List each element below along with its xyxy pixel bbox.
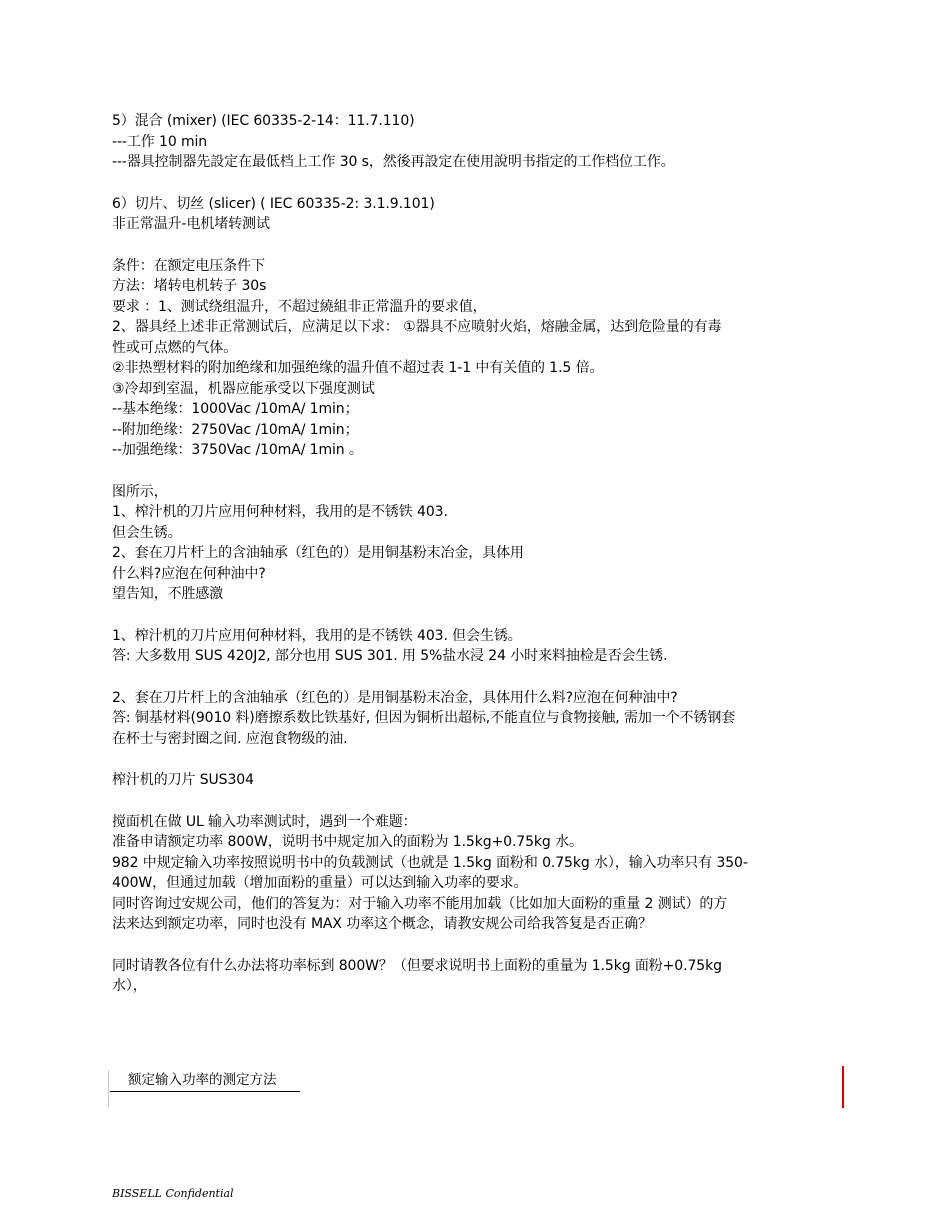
- confidential-footer: BISSELL Confidential: [112, 1187, 234, 1200]
- text-line: ---器具控制器先設定在最低档上工作 30 s，然後再設定在使用說明书指定的工作档位工作。: [112, 154, 675, 170]
- text-line: 搅面机在做 UL 输入功率测试时，遇到一个难题：: [112, 813, 417, 830]
- embedded-section-header: [108, 1066, 844, 1108]
- blank-line: [112, 461, 842, 482]
- blank-line: [112, 173, 842, 194]
- text-line: 答: 大多数用 SUS 420J2, 部分也用 SUS 301. 用 5%盐水浸 24 小时来料抽检是否会生锈.: [112, 648, 668, 664]
- text-line: ③冷却到室温，机器应能承受以下强度测试: [112, 380, 375, 397]
- blank-line: [112, 667, 842, 688]
- blank-line: [112, 749, 842, 770]
- text-line: 非正常温升-电机堵转测试: [112, 216, 270, 232]
- text-line: 1、榨汁机的刀片应用何种材料，我用的是不锈铁 403.: [112, 504, 448, 520]
- text-line: 同时请教各位有什么办法将功率标到 800W？（但要求说明书上面粉的重量为 1.5kg 面粉+0.75kg: [112, 957, 722, 974]
- text-line: 982 中规定输入功率按照说明书中的负载测试（也就是 1.5kg 面粉和 0.75kg 水），输入功率只有 350-: [112, 854, 748, 871]
- blank-line: [112, 235, 842, 256]
- text-line: 榨汁机的刀片 SUS304: [112, 772, 254, 788]
- section-title: 额定输入功率的测定方法: [128, 1072, 277, 1088]
- text-line: --附加绝缘：2750Vac /10mA/ 1min；: [112, 421, 359, 438]
- text-line: 在杯士与密封圈之间. 应泡食物级的油.: [112, 730, 348, 747]
- text-line: 法来达到额定功率，同时也没有 MAX 功率这个概念，请教安规公司给我答复是否正确？: [112, 916, 653, 932]
- text-line: 条件：在额定电压条件下: [112, 257, 265, 274]
- text-line: 6）切片、切丝 (slicer) ( IEC 60335-2: 3.1.9.101): [112, 195, 435, 212]
- blank-line: [112, 791, 842, 812]
- text-line: 什么料?应泡在何种油中?: [112, 565, 266, 582]
- text-line: 准备申请额定功率 800W，说明书中规定加入的面粉为 1.5kg+0.75kg 水。: [112, 834, 583, 850]
- left-border-line: [108, 1070, 109, 1108]
- text-line: --加强绝缘：3750Vac /10mA/ 1min 。: [112, 442, 363, 458]
- text-line: 性或可点燃的气体。: [112, 339, 238, 356]
- text-line: 要求 ：1、测试绕组温升，不超过繞組非正常溫升的要求值，: [112, 298, 487, 315]
- text-line: 同时咨询过安规公司，他们的答复为：对于输入功率不能用加载（比如加大面粉的重量 2 测试）的方: [112, 895, 728, 912]
- text-line: 望告知，不胜感激: [112, 586, 224, 602]
- title-underline: [110, 1091, 300, 1092]
- text-line: 2、器具经上述非正常测试后，应满足以下求： ①器具不应喷射火焰，熔融金属，达到危险量的有毒: [112, 319, 722, 335]
- text-line: 图所示，: [112, 483, 168, 500]
- text-line: 答: 铜基材料(9010 料)磨擦系数比铁基好, 但因为铜析出超标,不能直位与食物接触, 需加一个不锈钢套: [112, 710, 736, 726]
- right-border-bar: [842, 1066, 844, 1108]
- text-line: 水），: [112, 978, 147, 994]
- text-line: ---工作 10 min: [112, 133, 208, 150]
- blank-line: [112, 605, 842, 626]
- text-line: 5）混合 (mixer) (IEC 60335-2-14：11.7.110): [112, 113, 415, 129]
- text-line: 方法：堵转电机转子 30s: [112, 278, 267, 294]
- text-line: 2、套在刀片杆上的含油轴承（红色的）是用铜基粉末冶金，具体用: [112, 545, 524, 561]
- text-line: 1、榨汁机的刀片应用何种材料，我用的是不锈铁 403. 但会生锈。: [112, 627, 522, 644]
- text-line: ②非热塑材料的附加绝缘和加强绝缘的温升值不超过表 1-1 中有关值的 1.5 倍。: [112, 360, 604, 376]
- text-line: 400W，但通过加载（增加面粉的重量）可以达到输入功率的要求。: [112, 875, 528, 891]
- blank-line: [112, 935, 842, 956]
- text-line: --基本绝缘：1000Vac /10mA/ 1min；: [112, 401, 359, 417]
- document-body: [112, 111, 842, 997]
- text-line: 2、套在刀片杆上的含油轴承（红色的）是用铜基粉末冶金，具体用什么料?应泡在何种油中?: [112, 689, 678, 706]
- text-line: 但会生锈。: [112, 524, 182, 541]
